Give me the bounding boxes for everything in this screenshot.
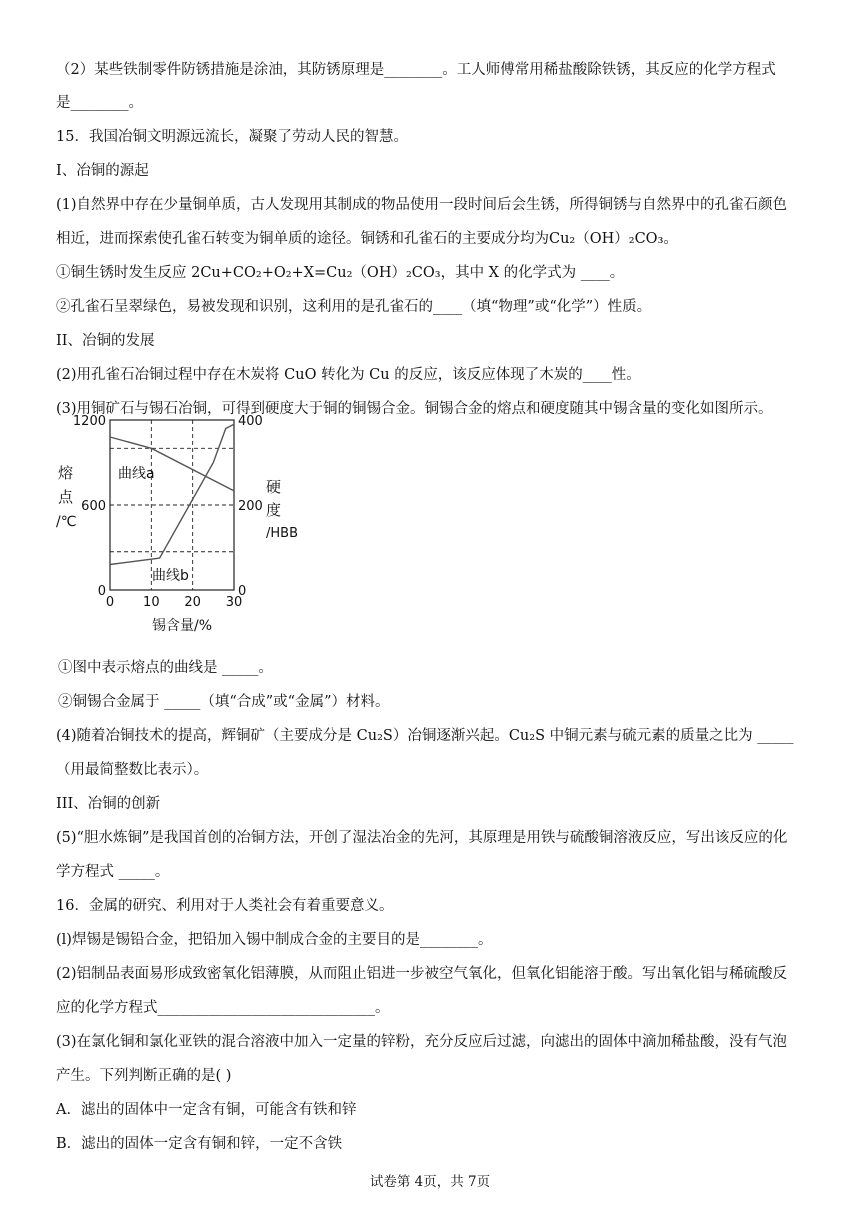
ylabel-left-3: /℃ xyxy=(56,514,77,530)
ylabel-right-3: /HBB xyxy=(266,526,298,541)
y-left-tick-0: 0 xyxy=(97,584,106,599)
text-line-7: ①铜生锈时发生反应 2Cu+CO₂+O₂+X=Cu₂（OH）₂CO₃，其中 X 的化学式为 ____。 xyxy=(56,265,625,281)
text-line-22: 应的化学方程式______________________________。 xyxy=(56,1000,390,1016)
y-left-tick-2: 1200 xyxy=(72,414,106,429)
text-line-2: 是________。 xyxy=(56,95,143,111)
x-tick-3: 30 xyxy=(225,595,243,610)
series-label-a: 曲线a xyxy=(118,466,155,482)
y-right-tick-2: 400 xyxy=(238,414,263,429)
ylabel-left-2: 点 xyxy=(58,488,74,506)
alloy-chart xyxy=(56,408,316,638)
text-line-17: (5)“胆水炼铜”是我国首创的冶铜方法，开创了湿法冶金的先河，其原理是用铁与硫酸铜溶液反应，写出该反应的化 xyxy=(56,830,788,846)
series-line-1 xyxy=(110,424,234,564)
xlabel: 锡含量/% xyxy=(152,618,213,634)
section-ii-heading: II、冶铜的发展 xyxy=(56,333,155,349)
text-line-21: (2)铝制品表面易形成致密氧化铝薄膜，从而阻止铝进一步被空气氧化，但氧化铝能溶于酸。写出氧化铝与稀硫酸反 xyxy=(56,966,788,982)
x-tick-0: 0 xyxy=(105,595,115,610)
text-line-13: ②铜锡合金属于 _____（填“合成”或“金属”）材料。 xyxy=(58,694,390,710)
text-line-18: 学方程式 _____。 xyxy=(56,864,170,880)
text-line-1: （2）某些铁制零件防锈措施是涂油，其防锈原理是________。工人师傅常用稀盐酸除铁锈，其反应的化学方程式 xyxy=(56,62,776,78)
text-line-12: ①图中表示熔点的曲线是 _____。 xyxy=(58,660,273,676)
text-line-5: (1)自然界中存在少量铜单质，古人发现用其制成的物品使用一段时间后会生锈，所得铜锈与自然界中的孔雀石颜色 xyxy=(56,197,788,213)
text-line-24: 产生。下列判断正确的是( ) xyxy=(56,1068,232,1084)
y-left-tick-1: 600 xyxy=(81,499,106,514)
x-tick-1: 10 xyxy=(143,595,160,610)
page-footer: 试卷第 4页，共 7页 xyxy=(369,1174,491,1190)
option-b: B．滤出的固体一定含有铜和锌，一定不含铁 xyxy=(56,1136,343,1152)
ylabel-left-1: 熔 xyxy=(58,464,74,482)
x-tick-2: 20 xyxy=(184,595,201,610)
series-line-0 xyxy=(110,437,234,491)
option-a: A．滤出的固体中一定含有铜，可能含有铁和锌 xyxy=(56,1102,357,1118)
y-right-tick-1: 200 xyxy=(238,499,263,514)
ylabel-right-1: 硬 xyxy=(266,478,282,496)
y-right-tick-0: 0 xyxy=(238,584,247,599)
text-line-6: 相近，进而探索使孔雀石转变为铜单质的途径。铜锈和孔雀石的主要成分均为Cu₂（OH）₂CO₃。 xyxy=(56,231,678,247)
section-iii-heading: III、冶铜的创新 xyxy=(56,796,161,812)
text-line-23: (3)在氯化铜和氯化亚铁的混合溶液中加入一定量的锌粉，充分反应后过滤，向滤出的固体中滴加稀盐酸，没有气泡 xyxy=(56,1034,788,1050)
text-line-20: (l)焊锡是锡铅合金，把铅加入锡中制成合金的主要目的是________。 xyxy=(56,932,493,948)
text-line-8: ②孔雀石呈翠绿色，易被发现和识别，这利用的是孔雀石的____（填“物理”或“化学”）性质。 xyxy=(56,299,652,315)
ylabel-right-2: 度 xyxy=(266,501,282,519)
text-line-15: （用最简整数比表示）。 xyxy=(56,762,209,778)
question-15-heading: 15．我国冶铜文明源远流长，凝聚了劳动人民的智慧。 xyxy=(56,129,408,145)
section-i-heading: I、冶铜的源起 xyxy=(56,163,149,179)
question-16-heading: 16．金属的研究、利用对于人类社会有着重要意义。 xyxy=(56,898,394,914)
text-line-11: (3)用铜矿石与锡石冶铜，可得到硬度大于铜的铜锡合金。铜锡合金的熔点和硬度随其中锡含量的变化如图所示。 xyxy=(56,401,773,417)
text-line-14: (4)随着冶铜技术的提高，辉铜矿（主要成分是 Cu₂S）冶铜逐渐兴起。Cu₂S 中铜元素与硫元素的质量之比为 _____ xyxy=(56,728,794,744)
text-line-10: (2)用孔雀石冶铜过程中存在木炭将 CuO 转化为 Cu 的反应，该反应体现了木炭的____性。 xyxy=(56,367,641,383)
series-label-b: 曲线b xyxy=(152,568,189,584)
